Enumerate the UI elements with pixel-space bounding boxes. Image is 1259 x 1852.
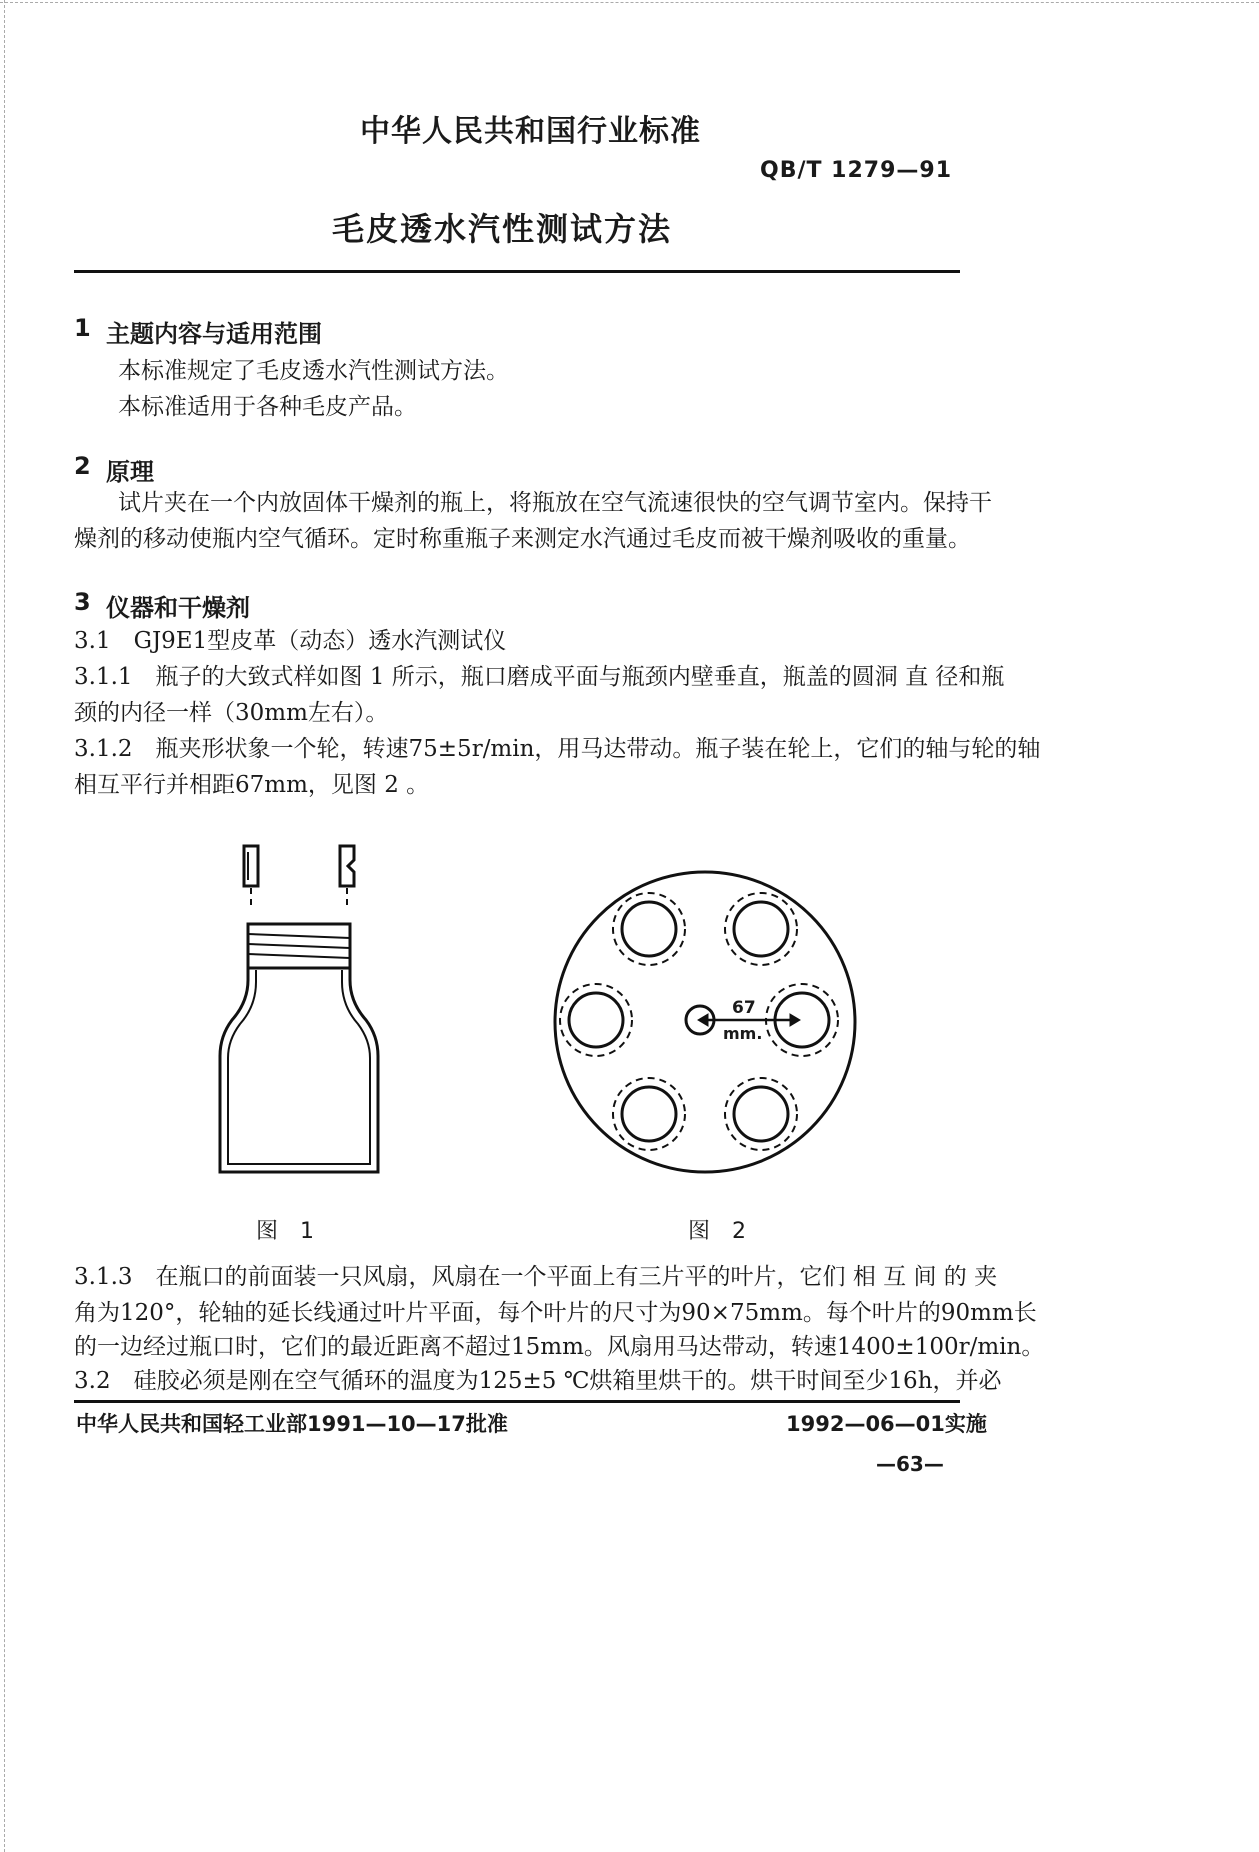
section-2-title: 原理 (106, 458, 154, 486)
clause-3-1-3-line-3: 的一边经过瓶口时，它们的最近距离不超过15mm。风扇用马达带动，转速1400±100r/min。 (74, 1334, 1045, 1360)
clause-3-1-1-line-2: 颈的内径一样（30mm左右）。 (74, 700, 389, 726)
effective-date: 1992—06—01实施 (786, 1412, 987, 1436)
clause-3-1-3-line-1: 3.1.3 在瓶口的前面装一只风扇，风扇在一个平面上有三片平的叶片，它们 相 互 间 的 夹 (74, 1264, 998, 1290)
clause-3-2: 3.2 硅胶必须是刚在空气循环的温度为125±5 ℃烘箱里烘干的。烘干时间至少16h，并必 (74, 1368, 1002, 1394)
figure-1-caption: 图 1 (256, 1219, 314, 1244)
clause-3-1: 3.1 GJ9E1型皮革（动态）透水汽测试仪 (74, 628, 507, 654)
standard-code: QB/T 1279—91 (760, 158, 953, 183)
figure-2-dimension-value: 67 (732, 998, 756, 1018)
standard-org: 中华人民共和国行业标准 (360, 114, 701, 149)
section-2-number: 2 (74, 452, 91, 480)
title-rule (74, 270, 960, 273)
section-2-paragraph-line-1: 试片夹在一个内放固体干燥剂的瓶上，将瓶放在空气流速很快的空气调节室内。保持干 (118, 490, 992, 516)
section-1-number: 1 (74, 314, 91, 342)
clause-3-1-1-line-1: 3.1.1 瓶子的大致式样如图 1 所示，瓶口磨成平面与瓶颈内壁垂直，瓶盖的圆洞 直 径和瓶 (74, 664, 1005, 690)
section-3-number: 3 (74, 588, 91, 616)
figure-2-caption: 图 2 (688, 1219, 746, 1244)
clause-3-1-3-line-2: 角为120°，轮轴的延长线通过叶片平面，每个叶片的尺寸为90×75mm。每个叶片的90mm长 (74, 1300, 1037, 1326)
document-title: 毛皮透水汽性测试方法 (332, 210, 673, 248)
clause-3-1-2-line-2: 相互平行并相距67mm，见图 2 。 (74, 772, 430, 798)
section-1-paragraph-2: 本标准适用于各种毛皮产品。 (118, 394, 417, 420)
figure-2-wheel-drawing (540, 870, 870, 1200)
left-scan-edge (4, 0, 5, 1852)
section-2-paragraph-line-2: 燥剂的移动使瓶内空气循环。定时称重瓶子来测定水汽通过毛皮而被干燥剂吸收的重量。 (74, 526, 971, 552)
top-scan-edge (0, 2, 1259, 3)
approval-statement: 中华人民共和国轻工业部1991—10—17批准 (76, 1412, 508, 1436)
page-number: —63— (876, 1452, 944, 1476)
figure-2-dimension-unit: mm. (723, 1024, 763, 1043)
footer-rule (74, 1400, 960, 1403)
figure-1-bottle-drawing (210, 830, 410, 1190)
section-1-title: 主题内容与适用范围 (106, 320, 322, 348)
clause-3-1-2-line-1: 3.1.2 瓶夹形状象一个轮，转速75±5r/min，用马达带动。瓶子装在轮上，它们的轴与轮的轴 (74, 736, 1041, 762)
section-3-title: 仪器和干燥剂 (106, 594, 250, 622)
section-1-paragraph-1: 本标准规定了毛皮透水汽性测试方法。 (118, 358, 509, 384)
